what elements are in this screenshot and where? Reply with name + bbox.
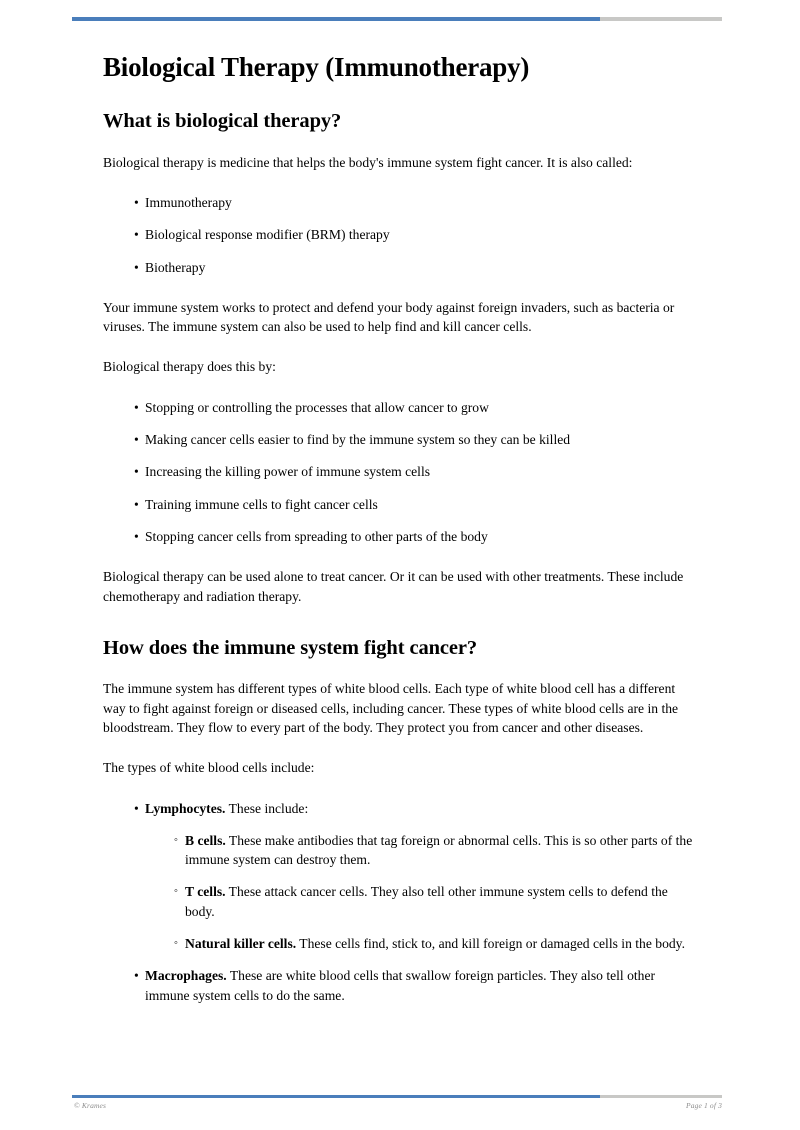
list-item (103, 527, 693, 546)
bullet-disc-icon: • (134, 968, 139, 984)
list-item-term: Macrophages. (145, 968, 227, 984)
list-item (103, 225, 693, 244)
list-item-label: These cells find, stick to, and kill foreign or damaged cells in the body. (296, 936, 685, 952)
list-item (145, 831, 693, 870)
document-content (103, 52, 693, 1026)
bullet-disc-icon: • (134, 800, 139, 816)
list-item (103, 398, 693, 417)
bullet-disc-icon: • (134, 194, 139, 210)
list-item-term: B cells. (185, 832, 226, 848)
list-item (145, 934, 693, 953)
list-item-term: Natural killer cells. (185, 936, 297, 952)
paragraph-white-blood-cells: The immune system has different types of white blood cells. Each type of white blood cell has a different way to fight against foreign or diseased cells, including cancer. These types of white blood cells are in the bloodstream. They flow to every part of the body. They protect you from cancer and other diseases. (103, 681, 679, 735)
bullet-disc-icon: • (134, 227, 139, 243)
paragraph-does-this-by-lead: Biological therapy does this by: (103, 359, 276, 375)
list-also-called (103, 193, 693, 277)
header-rule (72, 17, 722, 21)
footer-rule-blue-segment (72, 1095, 600, 1098)
list-item-label: Biological response modifier (BRM) therapy (145, 227, 390, 243)
list-item-label: Increasing the killing power of immune system cells (145, 464, 431, 480)
bullet-circle-icon: ◦ (174, 833, 178, 846)
list-item-term: Lymphocytes. (145, 800, 226, 816)
footer-rule (72, 1095, 722, 1098)
section-heading-what-is-biological-therapy: What is biological therapy? (103, 110, 342, 133)
list-does-this-by (103, 398, 693, 546)
list-item-label: These make antibodies that tag foreign or abnormal cells. This is so other parts of the immune system can destroy them. (185, 832, 693, 868)
list-white-blood-cell-types (103, 799, 693, 1005)
list-item-label: Making cancer cells easier to find by the immune system so they can be killed (145, 432, 571, 448)
list-item (103, 462, 693, 481)
section-heading-how-immune-system-fights-cancer: How does the immune system fight cancer? (103, 636, 478, 659)
list-item (103, 258, 693, 277)
list-item-label: Stopping cancer cells from spreading to other parts of the body (145, 528, 488, 544)
list-item-label: These are white blood cells that swallow foreign particles. They also tell other immune system cells to do the same. (145, 968, 656, 1003)
bullet-disc-icon: • (134, 528, 139, 544)
footer-rule-gray-segment (600, 1095, 722, 1098)
list-item-label: Stopping or controlling the processes that allow cancer to grow (145, 399, 489, 415)
list-item (103, 430, 693, 449)
paragraph-immune-system: Your immune system works to protect and defend your body against foreign invaders, such as bacteria or viruses. The immune system can also be used to help find and kill cancer cells. (103, 299, 675, 335)
list-item (103, 966, 693, 1005)
bullet-disc-icon: • (134, 496, 139, 512)
list-item-label: Biotherapy (145, 259, 206, 275)
list-item (103, 799, 693, 954)
bullet-circle-icon: ◦ (174, 937, 178, 950)
footer-page-number: Page 1 of 3 (685, 1101, 722, 1110)
header-rule-blue-segment (72, 17, 600, 21)
list-item-label: Training immune cells to fight cancer cells (145, 496, 378, 512)
list-item (103, 495, 693, 514)
list-item (145, 882, 693, 921)
header-rule-gray-segment (600, 17, 722, 21)
list-item-label: Immunotherapy (145, 194, 232, 210)
list-item-term: T cells. (185, 884, 226, 900)
paragraph-types-lead: The types of white blood cells include: (103, 760, 315, 776)
bullet-disc-icon: • (134, 399, 139, 415)
paragraph-closing-treatments: Biological therapy can be used alone to treat cancer. Or it can be used with other treatments. These include chemotherapy and radiation therapy. (103, 569, 684, 604)
bullet-disc-icon: • (134, 432, 139, 448)
page-title: Biological Therapy (Immunotherapy) (103, 52, 530, 82)
list-lymphocyte-subtypes (145, 831, 693, 953)
list-item (103, 193, 693, 212)
paragraph-intro: Biological therapy is medicine that helps the body's immune system fight cancer. It is also called: (103, 154, 633, 170)
bullet-circle-icon: ◦ (174, 885, 178, 898)
bullet-disc-icon: • (134, 259, 139, 275)
footer-copyright: © Krames (74, 1101, 107, 1110)
bullet-disc-icon: • (134, 464, 139, 480)
list-item-label: These attack cancer cells. They also tell other immune system cells to defend the body. (185, 884, 668, 919)
list-item-label: These include: (225, 800, 309, 816)
